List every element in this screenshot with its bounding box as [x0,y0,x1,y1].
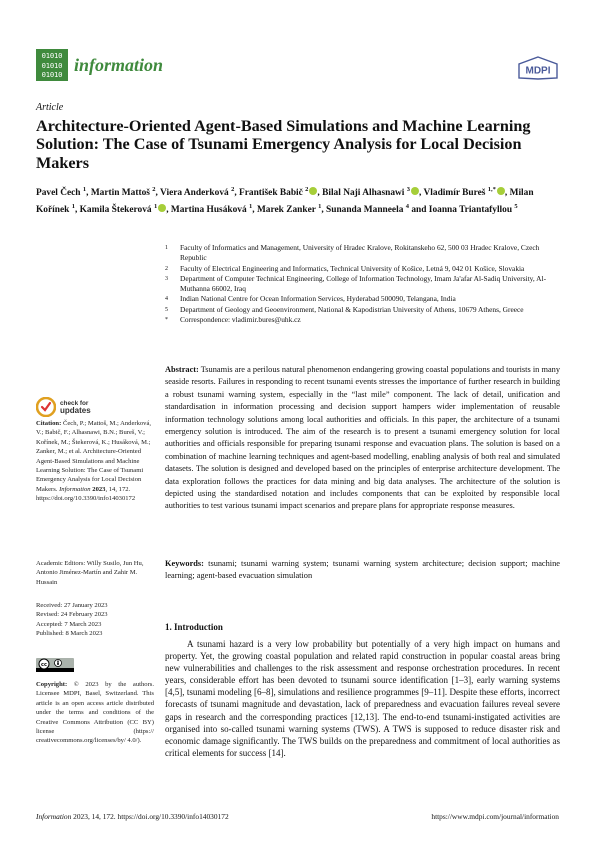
affiliation-item [165,274,560,295]
affiliation-text: Correspondence: vladimir.bures@uhk.cz [180,315,301,325]
section-heading: 1. Introduction [165,622,223,632]
author-name: Sunanda Manneela $^4$ [326,203,409,216]
copyright-notice: Copyright: © 2023 by the authors. Licensee MDPI, Basel, Switzerland. This article is an open access article distributed under the terms and conditions of the Creative Commons Attribution (CC BY) license (https:// creativecommons.org/licenses/by/ 4.0/). [36,681,154,745]
orcid-icon[interactable] [309,187,317,195]
author-name: František Babič $^2$ [239,188,317,198]
affiliation-number: 3 [165,275,168,282]
check-updates-icon [36,397,56,417]
author-name: Ioanna Triantafyllou $^5$ [428,203,518,216]
author-affiliation-mark: 1 [82,186,87,193]
academic-editors: Academic Editors: Willy Susilo, Jun Hu, Antonio Jiménez-Martín and Zahir M. Hussain [36,560,144,586]
author-affiliation-mark: 1 [153,203,158,211]
affiliation-number: * [165,317,168,324]
author-name: Marek Zanker $^1$ [256,203,322,216]
author-name: Milan Kořínek $^1$ [36,188,534,216]
author-list: Pavel Čech $^1$, Martin Mattoš $^2$, Viera Anderková $^2$, František Babič $^2$ , Bilal Naji Alhasnawi $^3$ , Vladimír Bureš $^{1,*}$ , Milan Kořínek $^1$, Kamila Štekerová $^1$ , Martina Husáková $^1$, Marek Zanker $^1$, Sunanda Manneela $^4$ and Ioanna Triantafyllou $^5$ [36,186,534,216]
keywords-text: tsunami; tsunami warning system; tsunami warning system architecture; decision support; machine learning; agent-based evacuation simulation [165,559,560,581]
author-name: Martina Husáková $^1$ [170,203,253,216]
author-affiliation-mark: 4 [405,203,409,211]
affiliation-item [165,264,560,274]
footer-citation: Information 2023, 14, 172. https://doi.org/10.3390/info14030172 [36,812,229,821]
orcid-icon[interactable] [497,187,505,195]
citation: Citation: Čech, P.; Mattoš, M.; Anderková, V.; Babič, F.; Alhasnawi, B.N.; Bureš, V.; Kořínek, M.; Štekerová, K.; Husáková, M.; Zanker, M.; et al. Architecture-Oriented Agent-Based Simulations and Machine Learning Solution: The Case of Tsunami Emergency Analysis for Local Decision Makers. Information 2023, 14, 172. https://doi.org/10.3390/info14030172 [36,420,152,503]
abstract-label: Abstract: [165,365,199,374]
affiliation-item [165,243,560,264]
keywords [165,558,560,583]
author-affiliation-mark: 2 [305,186,309,193]
affiliation-text: Department of Computer Technical Engineering, College of Information Technology, Imam Ja'afar Al-Sadiq University, Al-Muthanna 66002, Iraq [180,273,547,294]
author-affiliation-mark: 1 [318,203,322,211]
journal-name: information [74,54,164,75]
affiliations [165,243,560,325]
journal-logo [36,49,163,81]
affiliation-item [165,305,560,315]
author-name: Kamila Štekerová $^1$ [80,205,167,215]
author-affiliation-mark: 1 [249,203,253,211]
orcid-icon[interactable] [158,204,166,212]
author-affiliation-mark: 2 [152,186,156,193]
author-affiliation-mark: 2 [231,186,235,193]
abstract [165,364,560,513]
mdpi-logo [517,56,559,80]
paper-title: Architecture-Oriented Agent-Based Simulations and Machine Learning Solution: The Case of Tsunami Emergency Analysis for Local Decision Makers [36,117,531,172]
affiliation-number: 1 [165,245,168,251]
check-for-updates-badge[interactable]: check for updates [36,397,91,417]
affiliation-text: Faculty of Electrical Engineering and Informatics, Technical University of Košice, Letná 9, 042 01 Košice, Slovakia [180,263,525,273]
footer-journal-url[interactable]: https://www.mdpi.com/journal/information [431,812,559,821]
page-footer [36,812,559,821]
affiliation-item [165,315,560,325]
logo-bits: 01010 01010 01010 [36,49,68,81]
affiliation-number: 5 [165,306,168,313]
keywords-label: Keywords: [165,559,204,568]
author-name: Bilal Naji Alhasnawi $^3$ [322,188,419,198]
author-affiliation-mark: 3 [406,186,410,193]
publication-dates: Received: 27 January 2023 Revised: 24 February 2023 Accepted: 7 March 2023 Published: 8 March 2023 [36,602,108,638]
affiliation-number: 4 [165,296,168,303]
affiliation-item [165,294,560,304]
author-name: Pavel Čech $^1$ [36,186,87,199]
affiliation-text: Faculty of Informatics and Management, University of Hradec Kralove, Rokitanskeho 62, 500 03 Hradec Kralove, Czech Republic [180,243,540,263]
cc-badge-text: cc [41,662,47,668]
article-type: Article [36,102,64,113]
author-affiliation-mark: 1,* [487,186,496,193]
affiliation-number: 2 [165,265,168,272]
orcid-icon[interactable] [411,187,419,195]
publisher-name: MDPI [525,65,551,77]
author-affiliation-mark: 5 [514,203,518,211]
cc-by-license-icon[interactable] [36,658,74,672]
author-name: Martin Mattoš $^2$ [90,186,156,199]
affiliation-text: Indian National Centre for Ocean Information Services, Hyderabad 500090, Telangana, India [180,294,456,304]
author-name: Vladimír Bureš $^{1,*}$ [424,188,505,198]
affiliation-text: Department of Geology and Geoenvironment, National & Kapodistrian University of Athens, 10679 Athens, Greece [180,304,524,314]
abstract-text: Tsunamis are a perilous natural phenomenon endangering growing coastal populations and tourists in many seaside resorts. Failures in responding to recent tsunami events stresses the importance of further research in building a robust tsunami warning system, especially in the “last mile” component. The lack of detail, unification and standardisation in information processing and decision support hampers wider implementation of reusable information technology solutions among local authorities and officials. In this paper, the architecture of a tsunami emergency solution is introduced. The aim of the research is to present a tsunami emergency solution for local authorities and officials responsible for preparing tsunami response and evacuation plans. The solution is based on a combination of machine learning techniques and agent-based modelling, enabling analysis of both real and simulated datasets. The solution is designed and developed based on the principles of enterprise architecture development. The data exploration follows the practices for data mining and big data analyses. The architecture of the solution is depicted using the standardised notation and includes components that can be exploited by responsible local authorities to test various tsunami impact scenarios and prepare plans for appropriate response measures. [165,365,560,511]
author-affiliation-mark: 1 [71,203,75,211]
author-name: Viera Anderková $^2$ [160,186,235,199]
intro-paragraph: A tsunami hazard is a very low probability but potentially of a very high impact on humans and property. Yet, the growing coastal population and related rapid construction in popular coastal areas bring new vulnerabilities and challenges to the risk assessment and response orchestration procedures. In recent years, considerable effort has been devoted to tsunami source identification [1–3], early warning systems [4,5], tsunami modeling [6–8], simulations and resilience programmes [9–11]. Despite these efforts, incorrect forecasts of tsunami magnitude and devastation, lack of preparedness and evacuation failures reveal severe gaps in research and the corresponding practices [12,13]. The end-to-end tsunami-instigated activities are organised into so-called tsunami warning systems (TWS). A TWS is supposed to reduce disaster risk and economic damage significantly. The TWS builds on the preparedness and commitment of local authorities as critical elements for success [14]. [165,639,560,758]
